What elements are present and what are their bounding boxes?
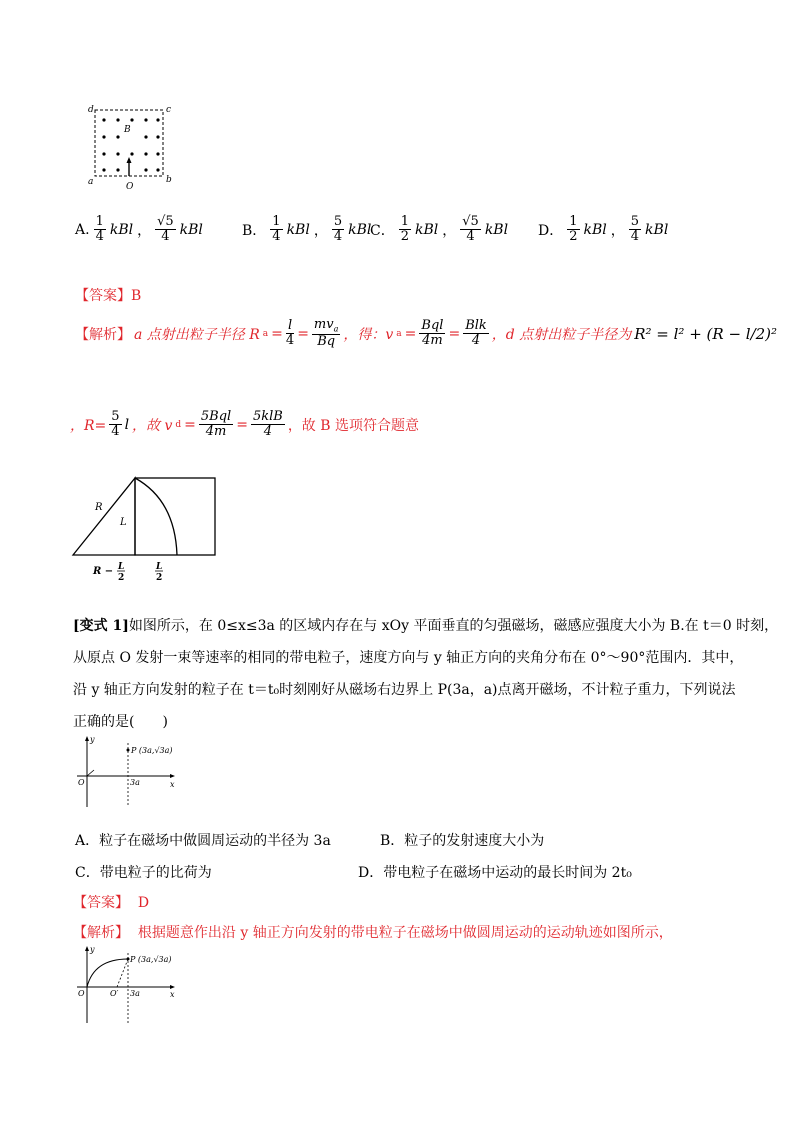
variant-line-3: 沿 y 轴正方向发射的粒子在 t＝t₀时刻刚好从磁场右边界上 P(3a，a)点离开磁场，不计粒子重力，下列说法 (73, 682, 736, 698)
corner-c-label: c (166, 105, 172, 115)
origin-O-label: O (126, 182, 134, 192)
axis-x-2: x (170, 990, 175, 999)
axis-x: x (170, 780, 175, 789)
corner-b-label: b (166, 175, 172, 185)
field-B-label: B (124, 125, 131, 135)
choice-B[interactable]: B．粒子的发射速度大小为 (380, 833, 545, 849)
tick-3a-2: 3a (130, 989, 140, 998)
choice-A[interactable]: A．粒子在磁场中做圆周运动的半径为 3a (75, 833, 331, 849)
point-P: P (3a,√3a) (131, 746, 173, 755)
choice-C[interactable]: C．带电粒子的比荷为 (75, 865, 212, 881)
label-R: R (95, 502, 103, 513)
answer-1: 【答案】B (75, 288, 142, 304)
frac2-L: L (156, 562, 163, 572)
axis-y-2: y (90, 945, 95, 954)
figure-geometry (65, 470, 225, 585)
option-B[interactable]: B． $\frac{1}{4}$ kBl ， $\frac{5}{4}$ kBl (242, 214, 372, 245)
answer-2: 【答案】 D (73, 895, 150, 911)
origin-O-2: O (78, 989, 85, 998)
axis-y: y (90, 735, 95, 744)
label-R-minus: R − (93, 566, 114, 577)
label-L: L (120, 517, 127, 528)
frac1-L: L (118, 562, 125, 572)
figure-axes-2 (72, 945, 182, 1025)
origin-O: O (78, 778, 85, 787)
figure-square-field (80, 100, 180, 195)
corner-d-label: d (88, 105, 94, 115)
analysis-1-line-2: ，R= $\frac{5}{4}$ l ，故 v d = $\frac{\text{5Bql}}{4m}$ = $\frac{\text{5klB}}{4}$ ，故 B 选项符合题意 (70, 409, 420, 440)
frac1-2: 2 (118, 573, 125, 583)
figure-axes-1 (72, 735, 182, 810)
option-D[interactable]: D． $\frac{1}{2}$ kBl ， $\frac{5}{4}$ kBl (538, 214, 669, 245)
frac2-2: 2 (156, 573, 163, 583)
choice-D[interactable]: D．带电粒子在磁场中运动的最长时间为 2t₀ (358, 865, 632, 881)
tick-3a: 3a (130, 778, 140, 787)
analysis-1-line-1: 【解析】 a 点射出粒子半径 R a = $\frac{l}{4}$ = $\frac{mv_a}{Bq}$ ，得：v a = $\frac{\text{Bql}}{4m}$ = $\frac{\text{Blk}}{4}$ ，d 点射出粒子半径为 R² = l² + (R − l/2)² (75, 317, 778, 350)
analysis-2: 【解析】 根据题意作出沿 y 轴正方向发射的带电粒子在磁场中做圆周运动的运动轨迹如图所示， (73, 925, 673, 941)
variant-line-1: [变式 1]如图所示，在 0≤x≤3a 的区域内存在与 xOy 平面垂直的匀强磁场，磁感应强度大小为 B.在 t＝0 时刻， (73, 618, 779, 634)
option-C[interactable]: C． $\frac{1}{2}$ kBl ， $\frac{√5}{4}$ kBl (370, 214, 509, 245)
corner-a-label: a (88, 177, 94, 187)
point-P-2: P (3a,√3a) (130, 955, 172, 964)
variant-line-4: 正确的是( ) (73, 714, 168, 730)
center-O-prime: O′ (110, 989, 119, 998)
variant-line-2: 从原点 O 发射一束等速率的相同的带电粒子，速度方向与 y 轴正方向的夹角分布在 0°～90°范围内．其中， (73, 650, 744, 666)
option-A[interactable]: A. $\frac{1}{4}$ kBl ， $\frac{√5}{4}$ kBl (75, 214, 203, 245)
